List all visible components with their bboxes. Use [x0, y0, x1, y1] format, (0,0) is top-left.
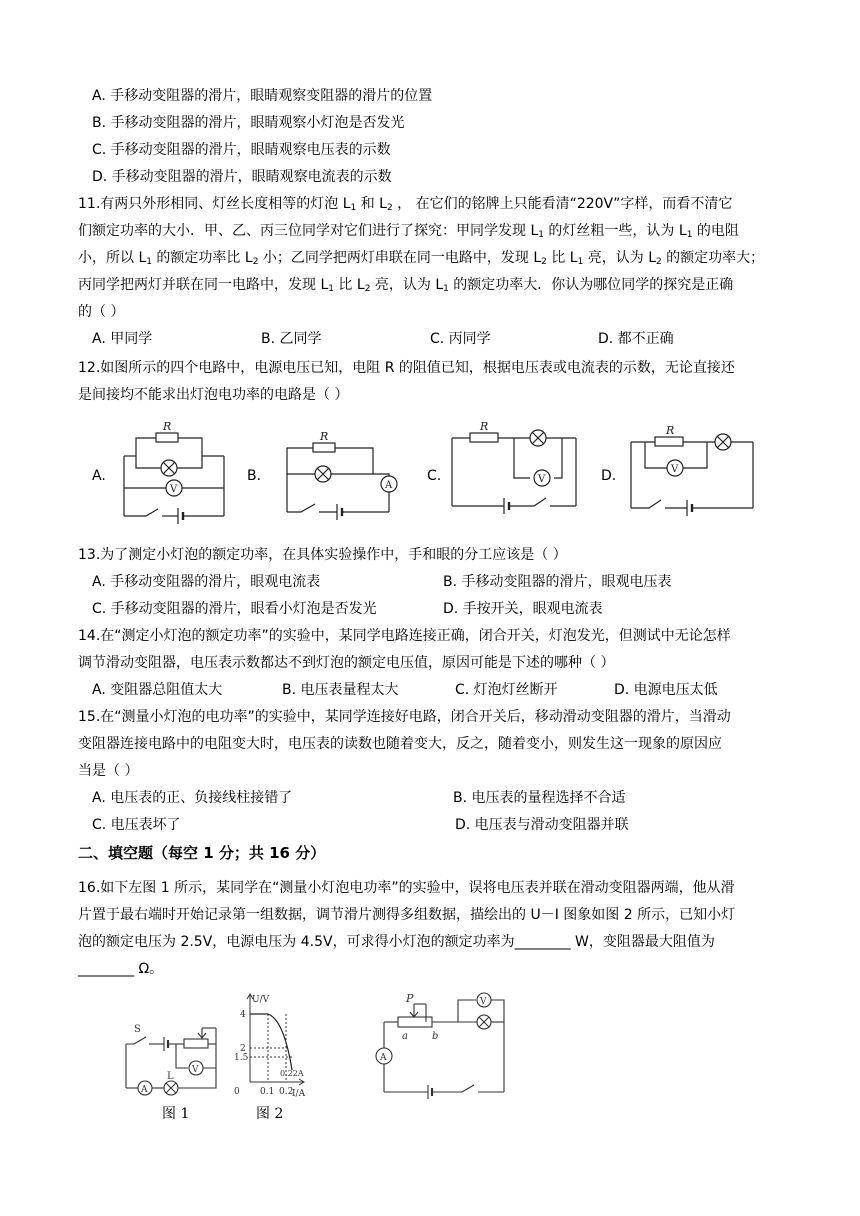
q11-line-4: 丙同学把两灯并联在同一电路中，发现 $L_1$ 比 $L_2$ 亮，认为 $L_1$ 的额定功率大．你认为哪位同学的探究是正确 [78, 277, 734, 294]
figure-2-y-tick-2: 2 [240, 1044, 246, 1054]
right-circuit-voltmeter-label: V [480, 997, 487, 1007]
circuit-c-diagram [446, 418, 584, 518]
circuit-d-voltmeter-label: V [671, 464, 679, 475]
q16-line-2: 片置于最右端时开始记录第一组数据，调节滑片测得多组数据，描绘出的 U－I 图象如图 2 所示，已知小灯 [78, 907, 736, 923]
q15-line-1: 15.在“测量小灯泡的电功率”的实验中，某同学连接好电路，闭合开关后，移动滑动变阻器的滑片，当滑动 [78, 709, 731, 725]
q11-line-1: 11.有两只外形相同、灯丝长度相等的灯泡 $L_1$ 和 $L_2$ ， 在它们的铭牌上只能看清“220V”字样，而看不清它 [78, 196, 733, 213]
q10-option-a: A. 手移动变阻器的滑片，眼睛观察变阻器的滑片的位置 [92, 88, 433, 104]
q16-line-3: 泡的额定电压为 2.5V，电源电压为 4.5V，可求得小灯泡的额定功率为________ W，变阻器最大阻值为 [78, 934, 715, 950]
circuit-b-ammeter-label: A [385, 480, 393, 491]
circuit-d-diagram [625, 418, 760, 518]
figure-2-x-tick-0-2: 0.2 [279, 1087, 294, 1097]
circuit-a-diagram [118, 420, 230, 525]
q11-option-d: D. 都不正确 [598, 331, 674, 347]
circuit-a-r-label: R [163, 420, 172, 433]
q10-option-c: C. 手移动变阻器的滑片，眼睛观察电压表的示数 [92, 142, 391, 158]
q10-option-b: B. 手移动变阻器的滑片，眼睛观察小灯泡是否发光 [92, 115, 405, 131]
circuit-c-voltmeter-label: V [538, 474, 546, 485]
circuit-a-label: A. [92, 468, 106, 484]
q14-line-1: 14.在“测定小灯泡的额定功率”的实验中，某同学电路连接正确，闭合开关，灯泡发光，但测试中无论怎样 [78, 628, 731, 644]
circuit-c-r-label: R [480, 420, 489, 433]
q15-line-3: 当是（ ） [78, 763, 139, 779]
figure-2-y-axis-label: U/V [252, 995, 270, 1005]
q15-option-c: C. 电压表坏了 [92, 817, 181, 833]
right-circuit-ammeter-label: A [380, 1053, 387, 1063]
q11-option-b: B. 乙同学 [261, 331, 322, 347]
q14-line-2: 调节滑动变阻器，电压表示数都达不到灯泡的额定电压值，原因可能是下述的哪种（ ） [78, 655, 615, 671]
q16-line-1: 16.如下左图 1 所示，某同学在“测量小灯泡电功率”的实验中，误将电压表并联在滑动变阻器两端，他从滑 [78, 880, 735, 896]
q15-option-d: D. 电压表与滑动变阻器并联 [455, 817, 629, 833]
q10-option-d: D. 手移动变阻器的滑片，眼睛观察电流表的示数 [92, 169, 392, 185]
circuit-a-voltmeter-label: V [170, 484, 178, 495]
figure-2-y-tick-4: 4 [240, 1010, 246, 1020]
q15-option-a: A. 电压表的正、负接线柱接错了 [92, 790, 293, 806]
q14-option-a: A. 变阻器总阻值太大 [92, 682, 223, 698]
figure-1-voltmeter-label: V [192, 1065, 199, 1075]
figure-2-x-tick-0-1: 0.1 [260, 1087, 275, 1097]
circuit-d-label: D. [601, 468, 617, 484]
circuit-c-label: C. [427, 468, 442, 484]
q13-option-c: C. 手移动变阻器的滑片，眼看小灯泡是否发光 [92, 601, 377, 617]
figure-1-lamp-label: L [167, 1071, 174, 1082]
q15-option-b: B. 电压表的量程选择不合适 [453, 790, 626, 806]
figure-2-x-tick-0: 0 [234, 1087, 240, 1097]
circuit-b-label: B. [247, 468, 262, 484]
q11-option-c: C. 丙同学 [430, 331, 491, 347]
q12-line-1: 12.如图所示的四个电路中，电源电压已知，电阻 R 的阻值已知，根据电压表或电流表的示数，无论直接还 [78, 360, 735, 376]
q13-option-b: B. 手移动变阻器的滑片，眼观电压表 [443, 574, 672, 590]
q14-option-c: C. 灯泡灯丝断开 [455, 682, 558, 698]
figure-2-annotation: 0.22A [280, 1069, 304, 1078]
q15-line-2: 变阻器连接电路中的电阻变大时，电压表的读数也随着变大，反之，随着变小，则发生这一现象的原因应 [78, 736, 722, 752]
figure-1-switch-label: S [134, 1024, 141, 1035]
q12-line-2: 是间接均不能求出灯泡电功率的电路是（ ） [78, 387, 349, 403]
q14-option-b: B. 电压表量程太大 [282, 682, 399, 698]
figure-1-circuit [120, 1020, 230, 1095]
figure-2-caption: 图 2 [256, 1106, 284, 1122]
figure-1-ammeter-label: A [141, 1085, 148, 1095]
q11-line-5: 的（ ） [78, 304, 125, 320]
figure-2-ui-graph [228, 990, 308, 1100]
q13-option-a: A. 手移动变阻器的滑片，眼观电流表 [92, 574, 321, 590]
q11-option-a: A. 甲同学 [92, 331, 153, 347]
circuit-b-r-label: R [320, 430, 329, 443]
right-circuit-slider-label: P [406, 992, 414, 1005]
q11-line-3: 小，所以 $L_1$ 的额定功率比 $L_2$ 小；乙同学把两灯串联在同一电路中，发现 $L_2$ 比 $L_1$ 亮，认为 $L_2$ 的额定功率大； [78, 250, 765, 267]
right-circuit-end-a: a [402, 1031, 408, 1042]
right-circuit-end-b: b [432, 1031, 439, 1042]
q16-line-4: ________ Ω。 [78, 961, 164, 977]
figure-2-y-tick-1-5: 1.5 [234, 1053, 249, 1063]
figure-1-caption: 图 1 [162, 1106, 190, 1122]
circuit-b-diagram [265, 422, 410, 522]
circuit-d-r-label: R [666, 424, 675, 437]
q13-stem: 13.为了测定小灯泡的额定功率，在具体实验操作中，手和眼的分工应该是（ ） [78, 547, 567, 563]
figure-2-x-axis-label: I/A [292, 1089, 306, 1099]
q11-line-2: 们额定功率的大小．甲、乙、丙三位同学对它们进行了探究：甲同学发现 $L_1$ 的灯丝粗一些，认为 $L_1$ 的电阻 [78, 223, 739, 240]
q13-option-d: D. 手按开关，眼观电流表 [443, 601, 603, 617]
q16-right-circuit [370, 988, 520, 1103]
section-heading-fill-in: 二、填空题（每空 1 分；共 16 分） [78, 844, 326, 862]
q14-option-d: D. 电源电压太低 [614, 682, 718, 698]
